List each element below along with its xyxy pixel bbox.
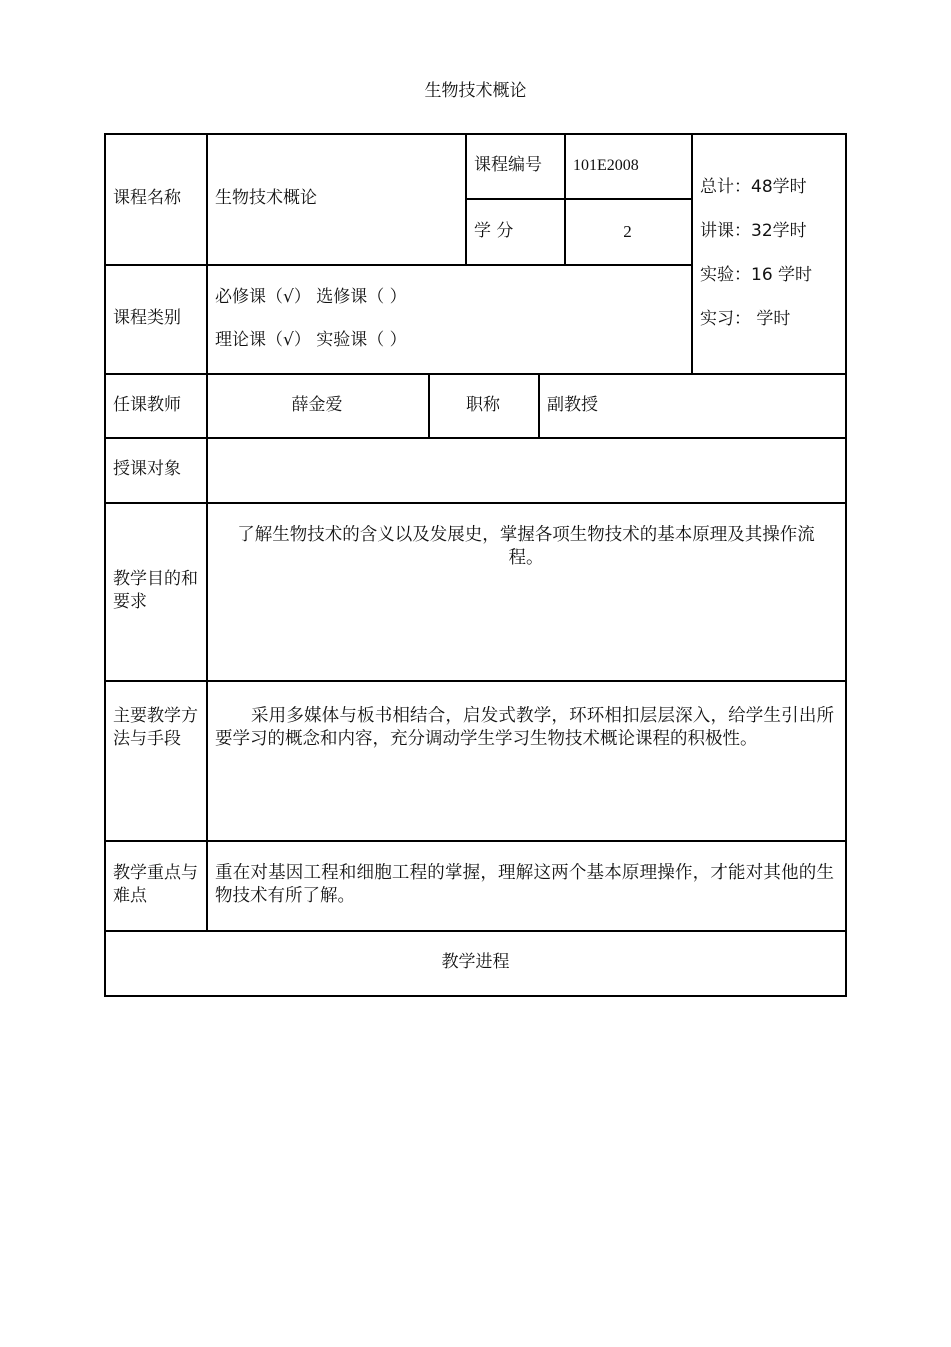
audience-label: 授课对象: [113, 459, 181, 479]
table-border: [104, 995, 847, 997]
credits-label: 学 分: [474, 220, 514, 241]
hours-practice: 实习： 学时: [700, 309, 791, 329]
credits-value: 2: [623, 221, 632, 241]
table-border: [104, 680, 847, 682]
methods-label: 主要教学方法与手段: [113, 706, 198, 749]
teacher-title-value: 副教授: [547, 394, 598, 415]
table-border: [104, 502, 847, 504]
course-code-value: 101E2008: [573, 157, 639, 174]
objectives-text: 了解生物技术的含义以及发展史，掌握各项生物技术的基本原理及其操作流程。: [237, 525, 815, 568]
table-border: [845, 133, 847, 997]
teacher-title-label: 职称: [466, 394, 500, 415]
teacher-name: 薛金爱: [291, 394, 343, 415]
progress-header: 教学进程: [441, 952, 510, 972]
objectives-label: 教学目的和要求: [113, 569, 198, 612]
course-type-line-2: 理论课（√） 实验课（ ）: [215, 330, 407, 350]
key-points-label: 教学重点与难点: [113, 863, 198, 906]
course-type-label: 课程类别: [113, 308, 181, 328]
course-code-label: 课程编号: [474, 155, 542, 175]
key-points-text: 重在对基因工程和细胞工程的掌握，理解这两个基本原理操作，才能对其他的生物技术有所了解。: [215, 863, 834, 906]
page-title: 生物技术概论: [424, 81, 527, 101]
course-type-line-1: 必修课（√） 选修课（ ）: [215, 287, 407, 307]
hours-lab: 实验：16 学时: [700, 265, 813, 285]
hours-lecture: 讲课：32学时: [700, 221, 807, 241]
hours-total: 总计：48学时: [700, 177, 807, 197]
methods-text: 采用多媒体与板书相结合，启发式教学，环环相扣层层深入，给学生引出所要学习的概念和内容，充分调动学生学习生物技术概论课程的积极性。: [215, 706, 834, 749]
course-type-options: [206, 286, 691, 366]
course-name-label: 课程名称: [113, 188, 181, 208]
hours-block: [691, 176, 845, 356]
teacher-label: 任课教师: [113, 394, 181, 415]
audience-value: [206, 437, 845, 502]
course-name-value: 生物技术概论: [215, 188, 317, 208]
